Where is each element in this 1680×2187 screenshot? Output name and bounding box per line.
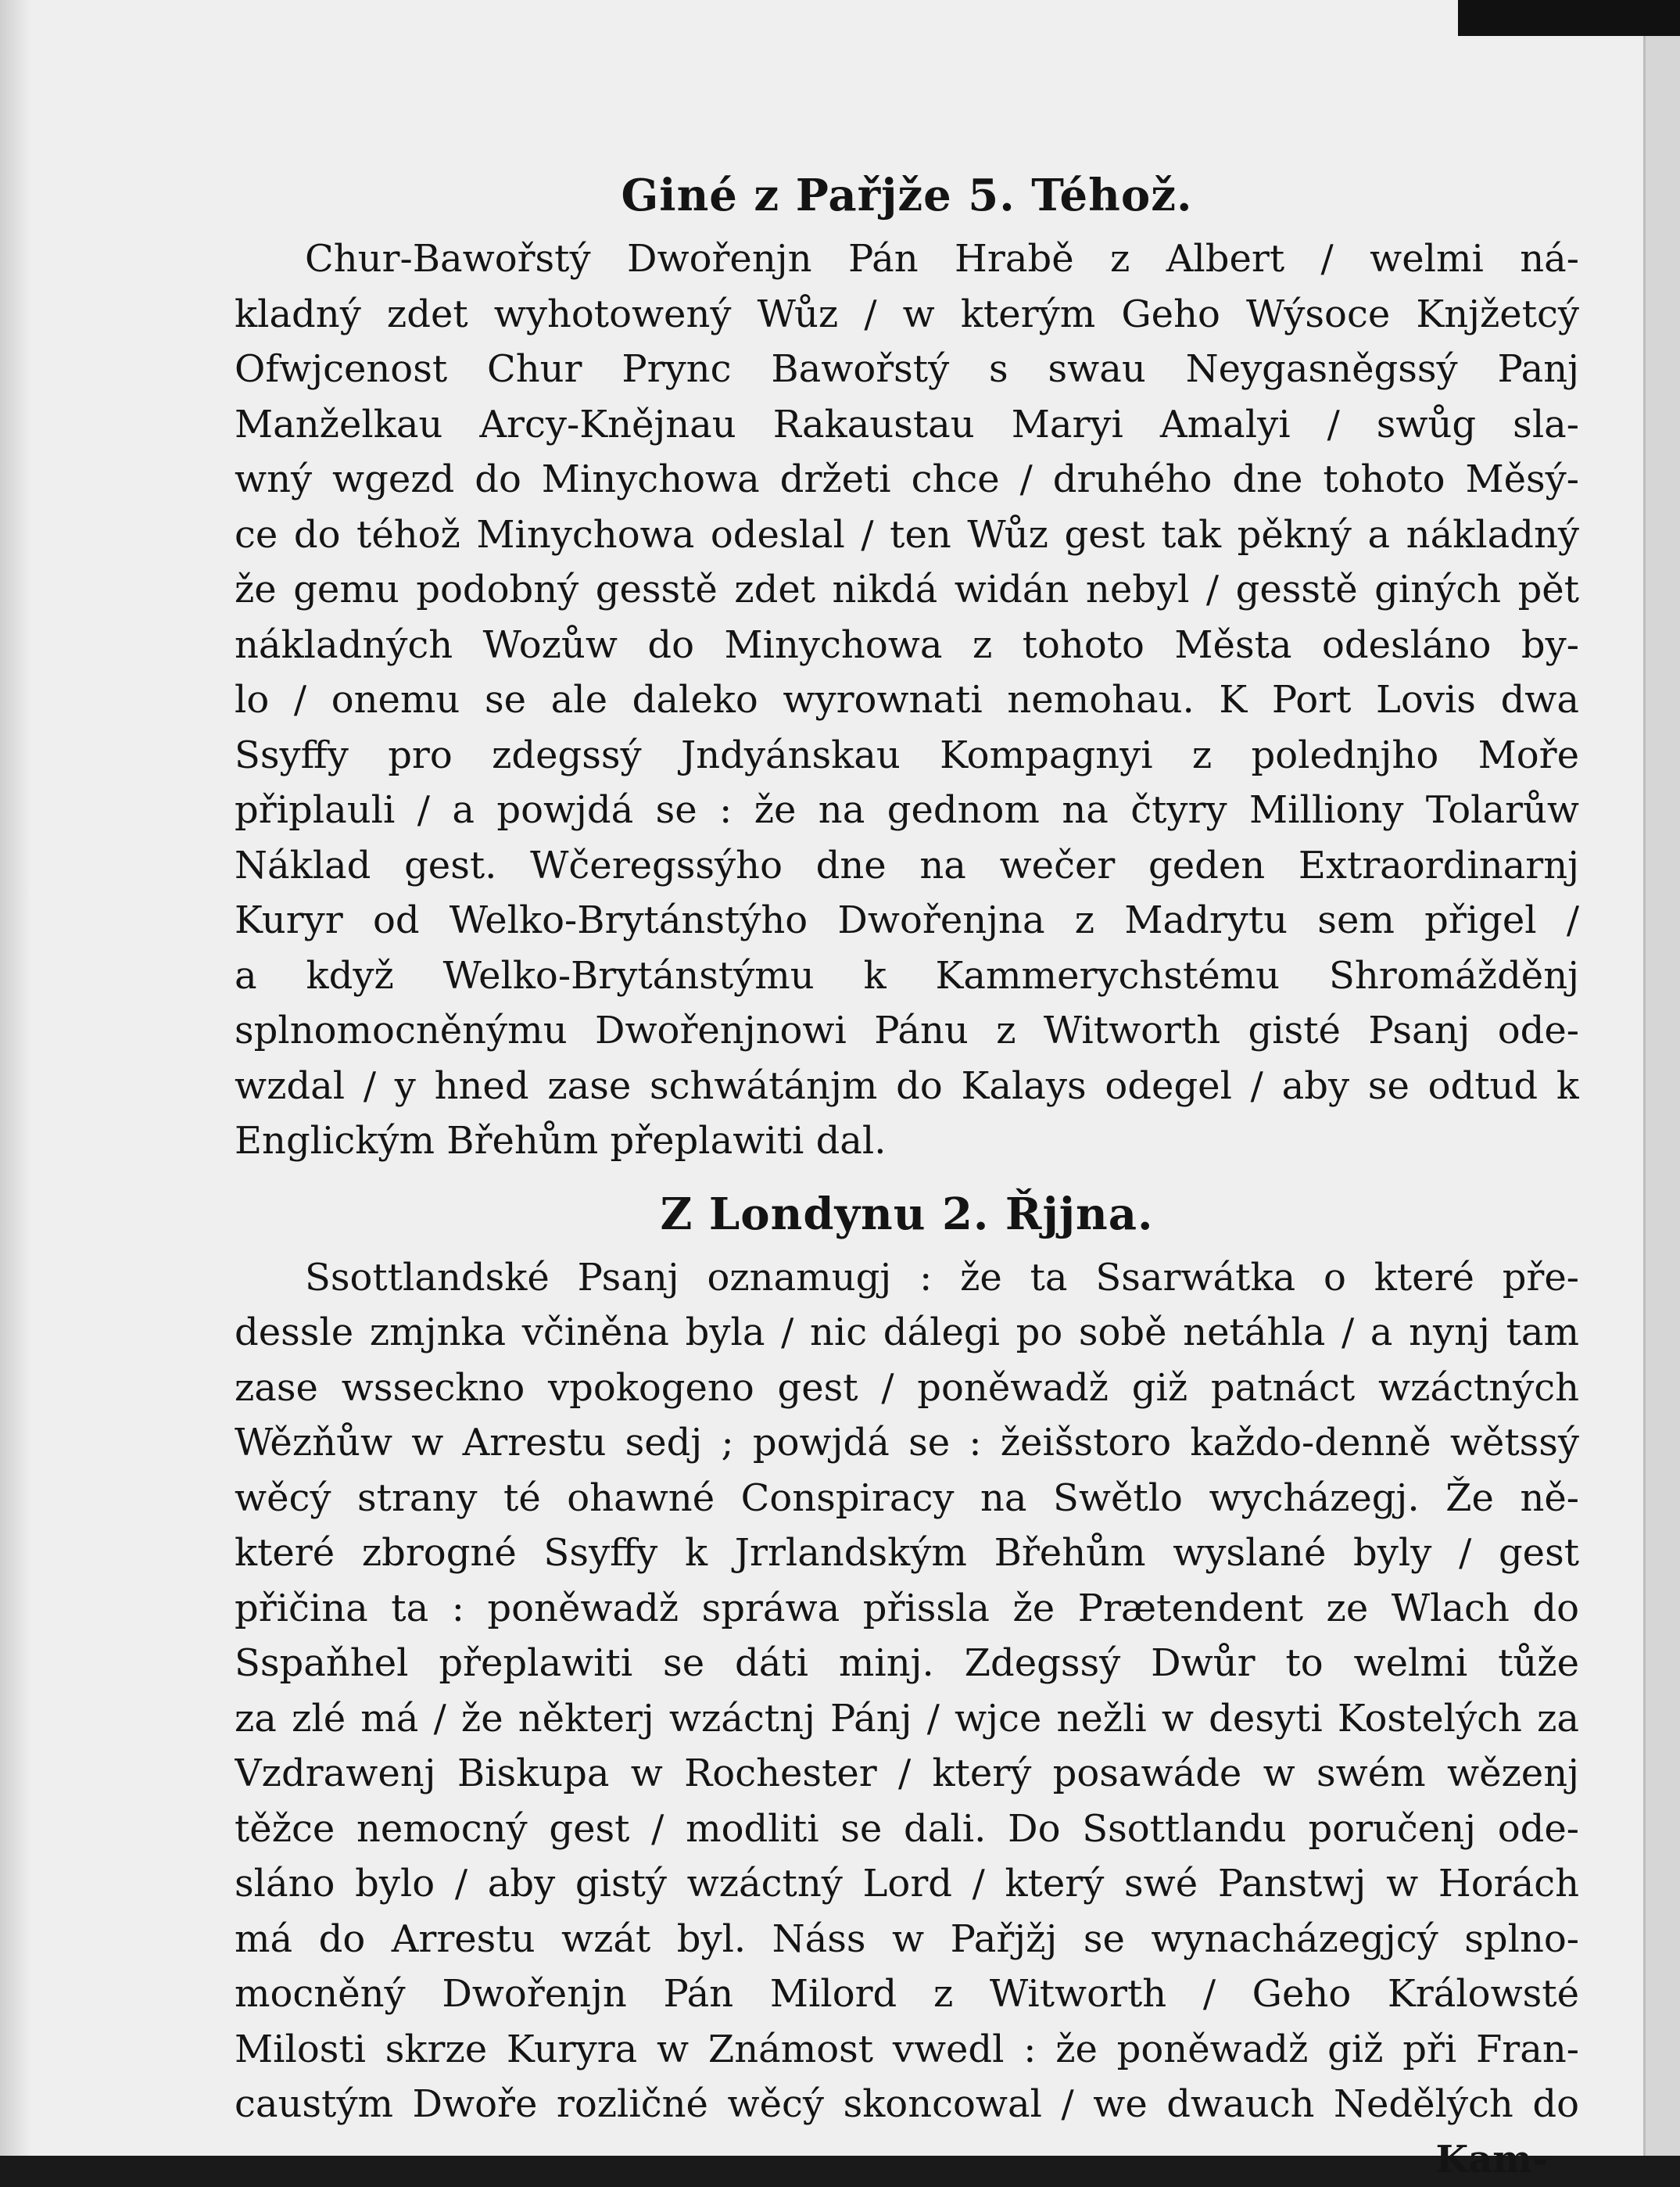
text-line: připlauli / a powjdá se : že na gednom na čtyry Milliony Tolarůw [235, 783, 1579, 838]
text-line: Milosti skrze Kuryra w Známost vwedl : že poněwadž giž při Fran- [235, 2022, 1579, 2078]
text-line: Náklad gest. Wčeregssýho dne na wečer geden Extraordinarnj [235, 838, 1579, 894]
text-line: dessle zmjnka včiněna byla / nic dálegi po sobě netáhla / a nynj tam [235, 1305, 1579, 1361]
text-line: Wězňůw w Arrestu sedj ; powjdá se : žeišstoro každo-denně wětssý [235, 1415, 1579, 1471]
text-line: lo / onemu se ale daleko wyrownati nemohau. K Port Lovis dwa [235, 672, 1579, 728]
text-line: Ssyffy pro zdegssý Jndyánskau Kompagnyi z polednjho Moře [235, 728, 1579, 783]
text-line: že gemu podobný gesstě zdet nikdá widán nebyl / gesstě giných pět [235, 562, 1579, 618]
text-line: caustým Dwoře rozličné wěcý skoncowal / we dwauch Nedělých do [235, 2077, 1579, 2132]
text-line: a když Welko-Brytánstýmu k Kammerychstému Shromážděnj [235, 948, 1579, 1004]
text-line: Kuryr od Welko-Brytánstýho Dwořenjna z Madrytu sem přigel / [235, 893, 1579, 948]
text-line: wěcý strany té ohawné Conspiracy na Swětlo wycházegj. Že ně- [235, 1471, 1579, 1526]
section-heading-london: Z Londynu 2. Řjjna. [235, 1183, 1579, 1246]
text-line: Chur-Bawořstý Dwořenjn Pán Hrabě z Albert / welmi ná- [235, 231, 1579, 287]
scan-background-corner [1458, 0, 1680, 36]
text-line: wzdal / y hned zase schwátánjm do Kalays odegel / aby se odtud k [235, 1059, 1579, 1114]
text-line: má do Arrestu wzát byl. Náss w Pařjžj se wynacházegjcý splno- [235, 1912, 1579, 1967]
page-edge [1643, 0, 1680, 2156]
section-heading-paris: Giné z Pařjže 5. Téhož. [235, 164, 1579, 227]
text-line: Englickým Břehům přeplawiti dal. [235, 1113, 1579, 1169]
catchword: Kam- [235, 2132, 1579, 2187]
text-line: Vzdrawenj Biskupa w Rochester / který posawáde w swém wězenj [235, 1746, 1579, 1802]
page-gutter-shadow [0, 0, 31, 2156]
paragraph-paris [235, 231, 1579, 1169]
text-line: těžce nemocný gest / modliti se dali. Do Ssottlandu poručenj ode- [235, 1802, 1579, 1857]
text-line: Manželkau Arcy-Knějnau Rakaustau Maryi Amalyi / swůg sla- [235, 397, 1579, 453]
text-line: přičina ta : poněwadž spráwa přissla že Prætendent ze Wlach do [235, 1581, 1579, 1637]
text-line: Sspaňhel přeplawiti se dáti minj. Zdegssý Dwůr to welmi tůže [235, 1636, 1579, 1691]
text-line: kladný zdet wyhotowený Wůz / w kterým Geho Wýsoce Knjžetcý [235, 287, 1579, 342]
paragraph-london [235, 1250, 1579, 2132]
text-line: za zlé má / že některj wzáctnj Pánj / wjce nežli w desyti Kostelých za [235, 1691, 1579, 1747]
text-line: které zbrogné Ssyffy k Jrrlandským Břehům wyslané byly / gest [235, 1526, 1579, 1581]
text-line: mocněný Dwořenjn Pán Milord z Witworth / Geho Králowsté [235, 1967, 1579, 2022]
text-block [235, 164, 1579, 2187]
text-line: Ssottlandské Psanj oznamugj : že ta Ssarwátka o které pře- [235, 1250, 1579, 1306]
text-line: splnomocněnýmu Dwořenjnowi Pánu z Witworth gisté Psanj ode- [235, 1003, 1579, 1059]
text-line: Ofwjcenost Chur Prync Bawořstý s swau Neygasněgssý Panj [235, 342, 1579, 397]
text-line: zase wsseckno vpokogeno gest / poněwadž giž patnáct wzáctných [235, 1361, 1579, 1416]
text-line: nákladných Wozůw do Minychowa z tohoto Města odesláno by- [235, 618, 1579, 673]
text-line: ce do téhož Minychowa odeslal / ten Wůz gest tak pěkný a nákladný [235, 507, 1579, 563]
text-line: wný wgezd do Minychowa držeti chce / druhého dne tohoto Měsý- [235, 452, 1579, 507]
text-line: sláno bylo / aby gistý wzáctný Lord / který swé Panstwj w Horách [235, 1856, 1579, 1912]
